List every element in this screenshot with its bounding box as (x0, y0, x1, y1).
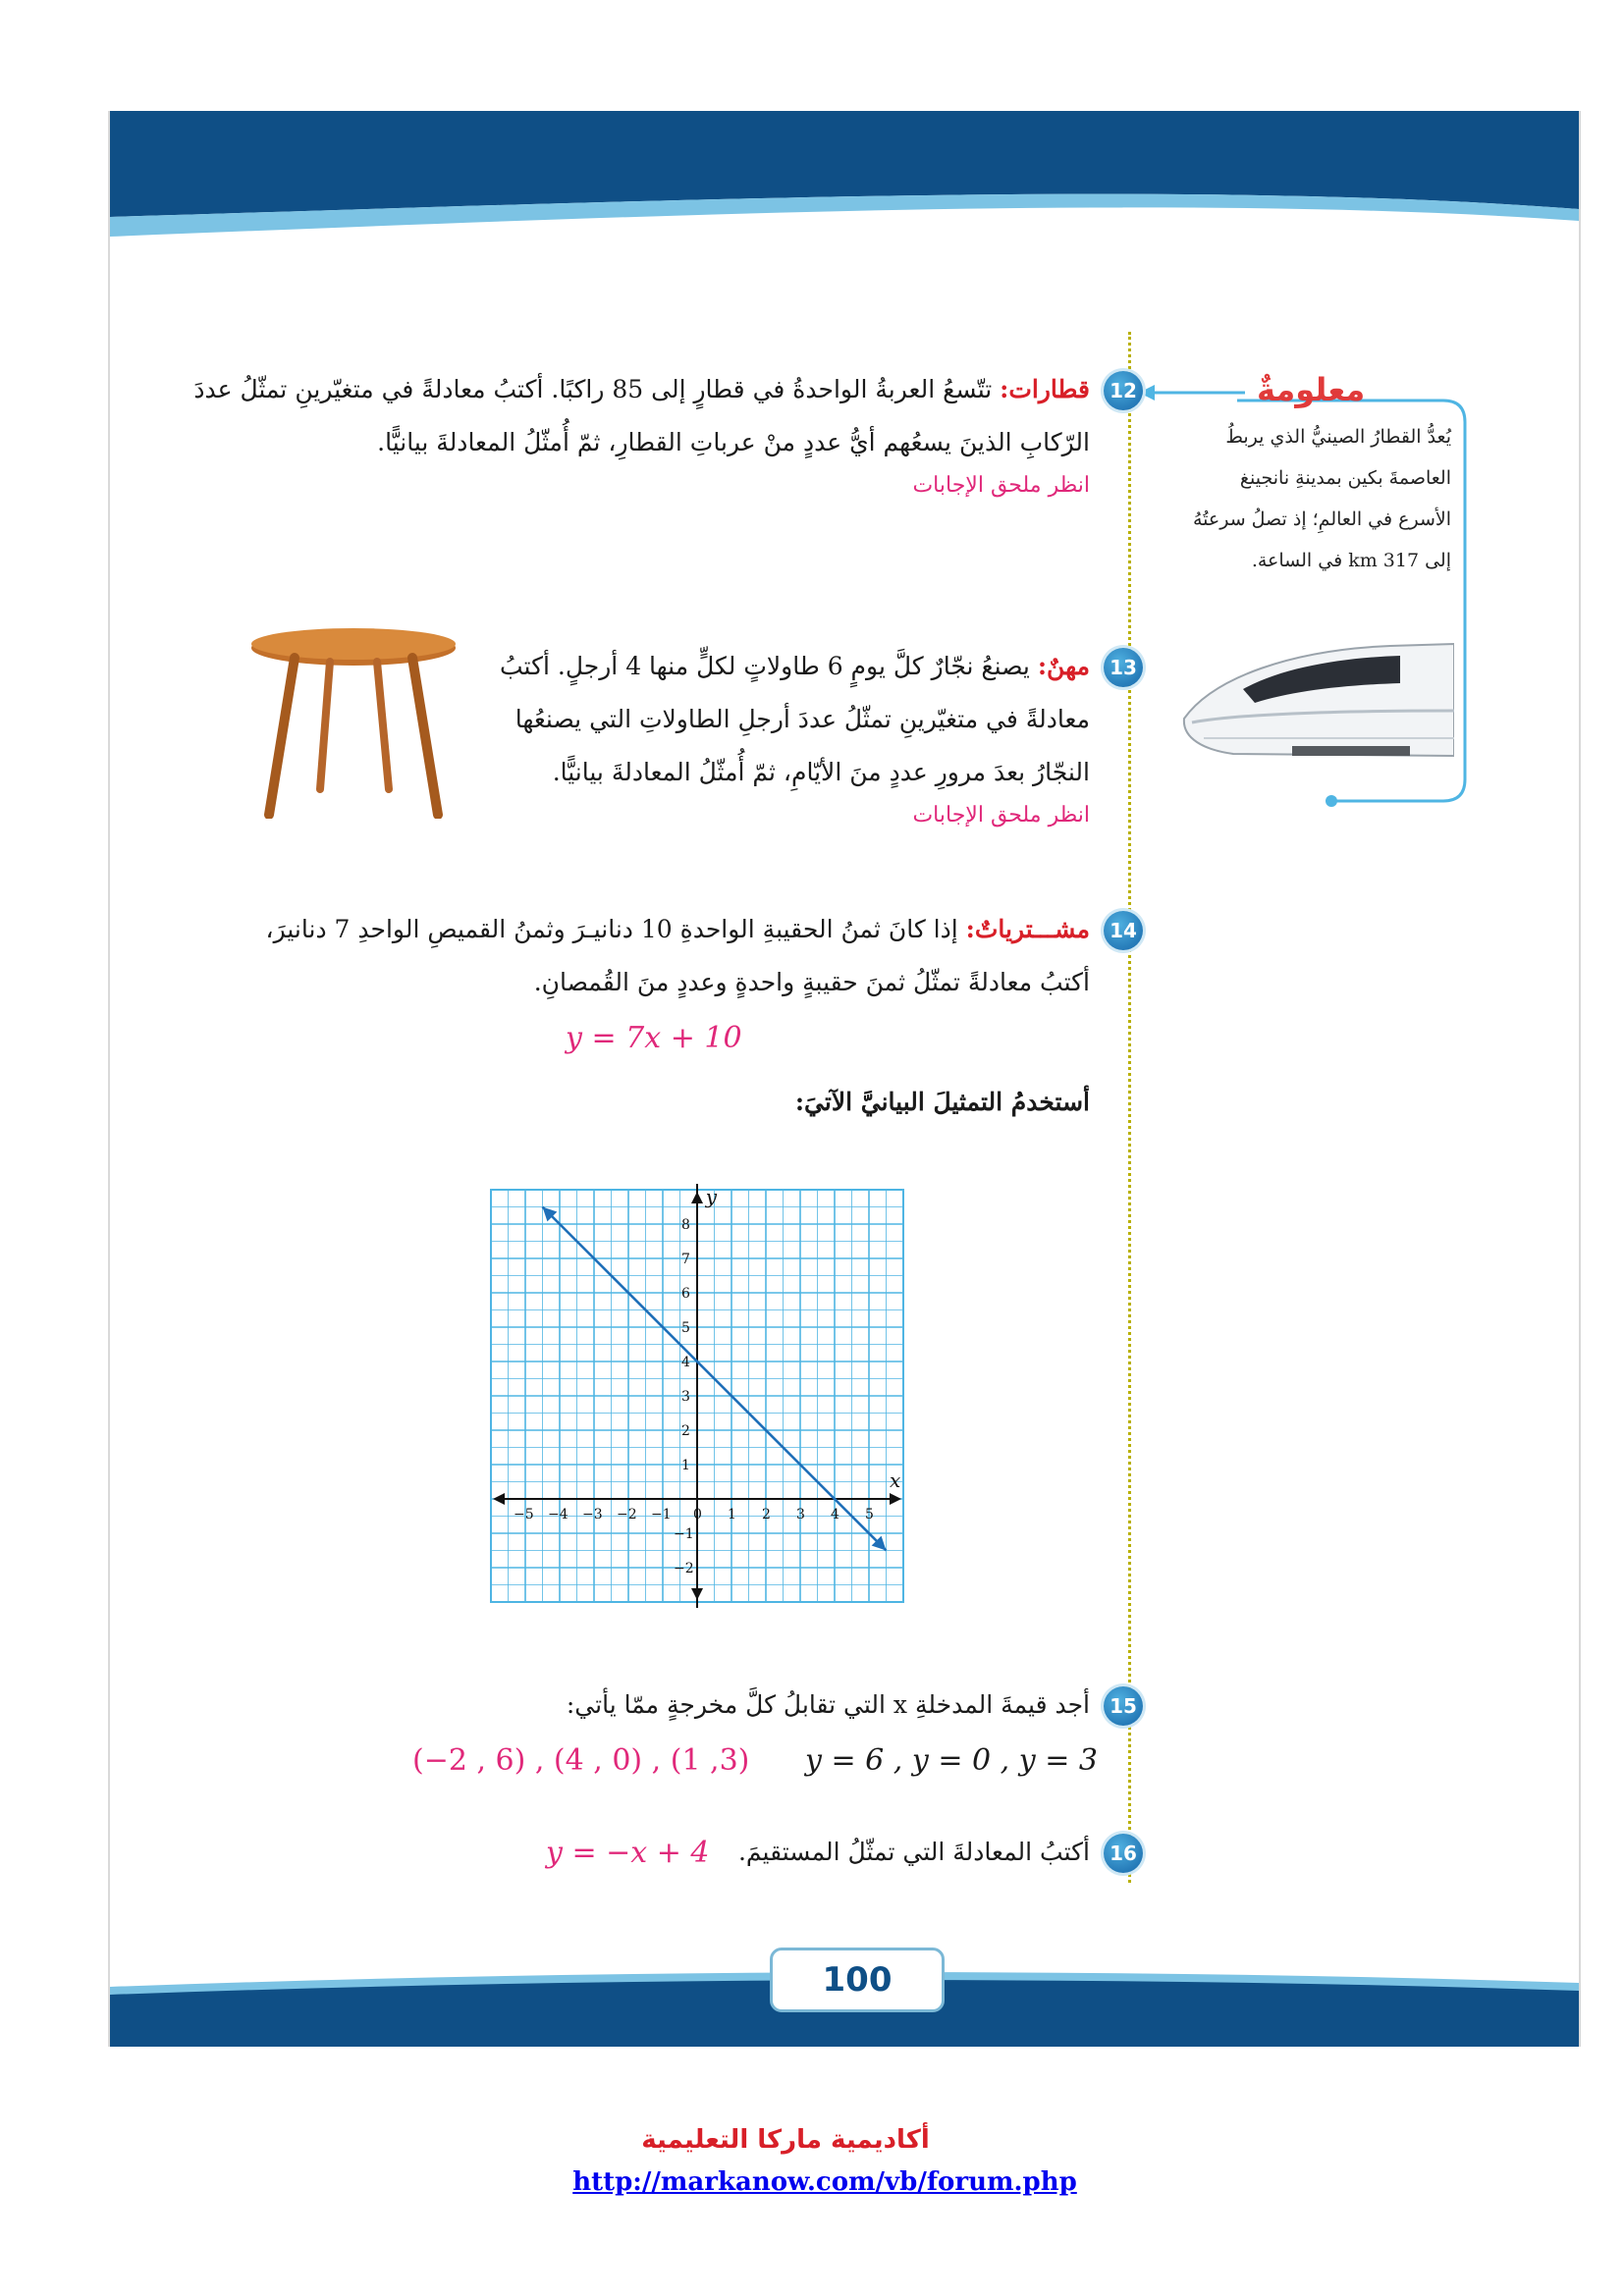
x-tick-label: −2 (617, 1507, 637, 1522)
question-text: معادلةً في متغيّرينِ تمثّلُ عددَ أرجلِ الطاولاتِ التي يصنعُها (514, 705, 1090, 733)
sidebar-line: إلى 317 km في الساعة. (1251, 550, 1451, 571)
x-tick-label: 1 (728, 1507, 736, 1522)
question-keyword: قطارات: (1000, 375, 1090, 403)
output-values: y = 6 , y = 0 , y = 3 (805, 1743, 1098, 1778)
question-14 (236, 903, 1090, 1009)
question-number-badge: 14 (1104, 911, 1143, 950)
question-15 (471, 1679, 1090, 1732)
question-text: إذا كانَ ثمنُ الحقيبةِ الواحدةِ 10 دنانيـرَ وثمنُ القميصِ الواحدِ 7 دنانيرَ، (265, 915, 966, 943)
x-tick-label: −1 (651, 1507, 672, 1522)
question-keyword: مشـــترياتٌ: (965, 915, 1090, 943)
answer-equation: y = −x + 4 (546, 1836, 710, 1870)
x-tick-label: −4 (548, 1507, 568, 1522)
x-tick-label: 0 (693, 1507, 702, 1522)
x-tick-label: −3 (582, 1507, 603, 1522)
forum-link[interactable]: http://markanow.com/vb/forum.php (572, 2167, 1077, 2197)
top-header-band (110, 111, 1579, 243)
sidebar-arrow-icon (1139, 381, 1247, 404)
question-text: الرّكابِ الذينَ يسعُهم أيُّ عددٍ منْ عرباتِ القطارِ، ثمّ أُمثّلُ المعادلةَ بيانيًّا. (377, 428, 1090, 456)
academy-name: أكاديمية ماركا التعليمية (641, 2125, 930, 2155)
answer-points: (−2 , 6) , (4 , 0) , (1 ,3) (412, 1743, 750, 1778)
x-axis-label: x (890, 1468, 901, 1492)
x-tick-label: −5 (514, 1507, 534, 1522)
y-tick-label: −2 (674, 1561, 694, 1576)
sidebar-text (1166, 416, 1451, 581)
answer-note: انظر ملحق الإجابات (912, 803, 1090, 828)
question-text: أجد قيمةَ المدخلةِ x التي تقابلُ كلَّ مخرجةٍ ممّا يأتي: (566, 1690, 1090, 1719)
line-graph (471, 1170, 923, 1622)
question-number-badge: 15 (1104, 1686, 1143, 1726)
question-text: النجّارُ بعدَ مرورِ عددٍ منَ الأيّامِ، ثمّ أُمثّلُ المعادلةَ بيانيًّا. (552, 758, 1090, 786)
x-tick-label: 4 (831, 1507, 839, 1522)
y-tick-label: 3 (681, 1389, 690, 1405)
x-tick-label: 3 (796, 1507, 805, 1522)
y-tick-label: 6 (681, 1286, 690, 1302)
answer-equation: y = 7x + 10 (566, 1021, 742, 1055)
x-tick-label: 2 (762, 1507, 771, 1522)
page-number: 100 (770, 1948, 945, 2012)
question-number-badge: 13 (1104, 648, 1143, 687)
y-tick-label: 8 (681, 1217, 690, 1233)
question-13 (461, 640, 1090, 832)
question-text: تتّسعُ العربةُ الواحدةُ في قطارٍ إلى 85 راكبًا. أكتبُ معادلةً في متغيّرينِ تمثّلُ عددَ (193, 375, 1001, 403)
question-number-badge: 12 (1104, 371, 1143, 410)
x-tick-label: 5 (865, 1507, 874, 1522)
high-speed-train-icon (1174, 628, 1454, 775)
page-edge-left (108, 111, 110, 2047)
y-tick-label: 1 (681, 1458, 690, 1473)
answer-note: انظر ملحق الإجابات (912, 473, 1090, 498)
sidebar-line: يُعدُّ القطارُ الصينيُّ الذي يربطُ (1225, 426, 1451, 448)
question-12 (193, 363, 1090, 503)
question-keyword: مهنٌ: (1037, 652, 1090, 680)
y-tick-label: 2 (681, 1423, 690, 1439)
sidebar-line: العاصمةَ بكين بمدينةِ نانجينغ (1239, 467, 1451, 489)
column-divider (1128, 332, 1131, 1883)
wooden-table-icon (245, 622, 461, 819)
question-text: أكتبُ معادلةً تمثّلُ ثمنَ حقيبةٍ واحدةٍ وعددٍ منَ القُمصانِ. (533, 968, 1090, 996)
question-text: أكتبُ المعادلةَ التي تمثّلُ المستقيمَ. (737, 1838, 1090, 1866)
y-tick-label: −1 (674, 1526, 694, 1542)
y-tick-label: 5 (681, 1320, 690, 1336)
sidebar-title: معلومةٌ (1257, 371, 1366, 408)
question-number-badge: 16 (1104, 1834, 1143, 1873)
question-16 (707, 1826, 1090, 1879)
y-axis-label: y (705, 1185, 718, 1208)
sidebar-line: الأسرع في العالمِ؛ إذ تصلُ سرعتُهُ (1192, 508, 1451, 530)
question-text: يصنعُ نجّارٌ كلَّ يومٍ 6 طاولاتٍ لكلٍّ منها 4 أرجلٍ. أكتبُ (500, 652, 1038, 680)
page-edge-right (1579, 111, 1581, 2047)
y-tick-label: 4 (681, 1355, 690, 1370)
y-tick-label: 7 (681, 1252, 690, 1267)
graph-intro: أستخدمُ التمثيلَ البيانيَّ الآتيَ: (794, 1088, 1090, 1116)
